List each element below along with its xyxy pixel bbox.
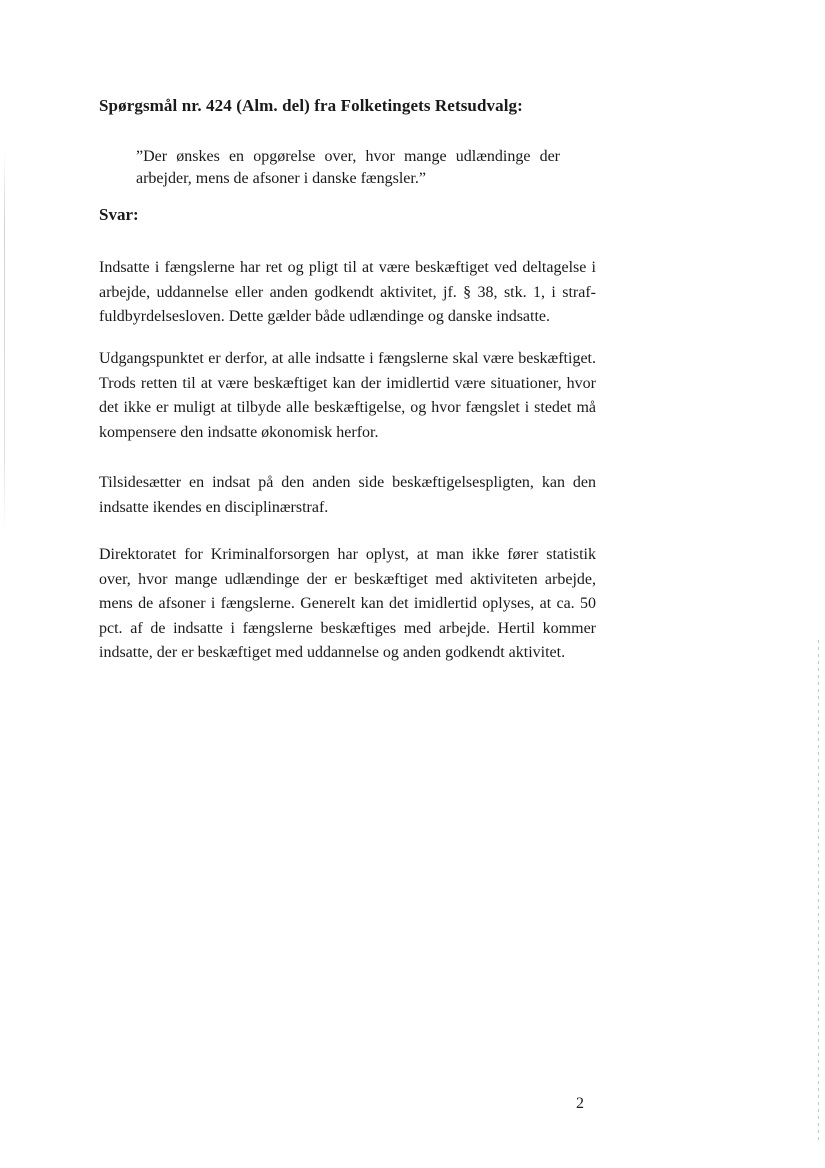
answer-label: Svar: xyxy=(99,205,139,224)
answer-paragraph: Indsatte i fængslerne har ret og pligt til at være beskæftiget ved deltagelse i arbejde, uddannelse eller anden godkendt aktivitet, jf. § 38, stk. 1, i straffuldbyrdelsesloven. Dette gælder både udlændinge og danske indsatte. xyxy=(99,259,596,325)
question-quote xyxy=(136,146,560,190)
question-heading: Spørgsmål nr. 424 (Alm. del) fra Folketingets Retsudvalg: xyxy=(99,96,523,115)
scan-edge-artifact xyxy=(4,150,5,530)
answer-paragraph: Udgangspunktet er derfor, at alle indsatte i fængslerne skal være beskæftiget. Trods retten til at være beskæftiget kan der imidlertid være situationer, hvor det ikke er muligt at tilbyde alle beskæftigelse, og hvor fængslet i stedet må kompensere den indsatte økonomisk herfor. xyxy=(99,350,596,441)
page-number: 2 xyxy=(576,1095,584,1112)
scan-edge-artifact xyxy=(818,640,819,1140)
quote-text: ”Der ønskes en opgørelse over, hvor mange udlændinge der arbejder, mens de afsoner i danske fængsler.” xyxy=(136,148,560,187)
answer-paragraph: Tilsidesætter en indsat på den anden side beskæftigelsespligten, kan den indsatte ikendes en disciplinærstraf. xyxy=(99,474,596,516)
answer-paragraph: Direktoratet for Kriminalforsorgen har oplyst, at man ikke fører statistik over, hvor mange udlændinge der er beskæftiget med aktiviteten arbejde, mens de afsoner i fængslerne. Generelt kan det imidlertid oplyses, at ca. 50 pct. af de indsatte i fængslerne beskæftiges med arbejde. Hertil kommer indsatte, der er beskæftiget med uddannelse og anden godkendt aktivitet. xyxy=(99,546,596,661)
